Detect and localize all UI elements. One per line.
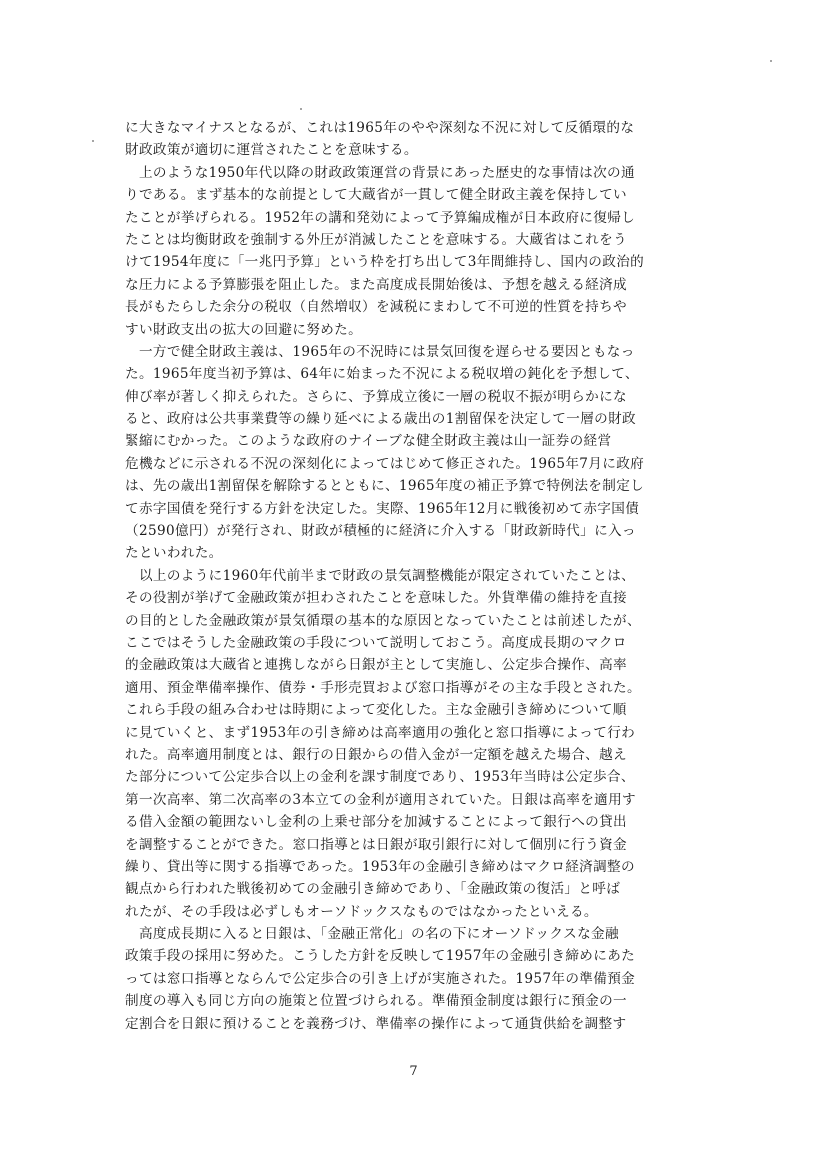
- text-line: 長がもたらした余分の税収（自然増収）を減税にまわして不可逆的性質を持ちや: [125, 299, 627, 316]
- scan-speck: [92, 140, 94, 142]
- text-line: これら手段の組み合わせは時期によって変化した。主な金融引き締めについて順: [125, 702, 627, 719]
- text-line: 上のような1950年代以降の財政政策運営の背景にあった歴史的な事情は次の通: [125, 164, 635, 181]
- text-line: 観点から行われた戦後初めての金融引き締めであり、「金融政策の復活」と呼ば: [125, 881, 621, 898]
- text-line: 危機などに示される不況の深刻化によってはじめて修正された。1965年7月に政府: [125, 455, 645, 472]
- text-line: 財政政策が適切に運営されたことを意味する。: [125, 142, 418, 159]
- text-line: た部分について公定歩合以上の金利を課す制度であり、1953年当時は公定歩合、: [125, 769, 635, 786]
- page-number: 7: [409, 1064, 418, 1079]
- text-line: 政策手段の採用に努めた。こうした方針を反映して1957年の金融引き締めにあた: [125, 948, 636, 965]
- text-line: 定割合を日銀に預けることを義務づけ、準備率の操作によって通貨供給を調整す: [125, 1015, 627, 1032]
- text-line: れたが、その手段は必ずしもオーソドックスなものではなかったといえる。: [125, 903, 598, 920]
- text-line: に大きなマイナスとなるが、これは1965年のやや深刻な不況に対して反循環的な: [125, 120, 635, 136]
- text-line: 以上のように1960年代前半まで財政の景気調整機能が限定されていたことは、: [125, 567, 636, 584]
- text-line: ると、政府は公共事業費等の繰り延べによる歳出の1割留保を決定して一層の財政: [125, 411, 636, 428]
- text-line: 伸び率が著しく抑えられた。さらに、予算成立後に一層の税収不振が明らかにな: [125, 388, 627, 405]
- text-line: その役割が挙げて金融政策が担わされたことを意味した。外貨準備の維持を直接: [125, 590, 627, 607]
- text-line: る借入金額の範囲ないし金利の上乗せ部分を加減することによって銀行への貸出: [125, 814, 627, 831]
- text-line: た。1965年度当初予算は、64年に始まった不況による税収増の鈍化を予想して、: [125, 366, 639, 383]
- text-line: 繰り、貸出等に関する指導であった。1953年の金融引き締めはマクロ経済調整の: [125, 858, 635, 875]
- text-line: 的金融政策は大蔵省と連携しながら日銀が主として実施し、公定歩合操作、高率: [125, 657, 627, 674]
- text-line: 一方で健全財政主義は、1965年の不況時には景気回復を遅らせる要因ともなっ: [125, 343, 635, 360]
- text-line: の目的とした金融政策が景気循環の基本的な原因となっていたことは前述したが、: [125, 612, 641, 629]
- text-line: 高度成長期に入ると日銀は、「金融正常化」の名の下にオーソドックスな金融: [125, 926, 619, 943]
- text-line: に見ていくと、まず1953年の引き締めは高率適用の強化と窓口指導によって行わ: [125, 724, 636, 741]
- text-line: 適用、預金準備率操作、債券・手形売買および窓口指導がその主な手段とされた。: [125, 679, 641, 696]
- scan-speck: [300, 108, 302, 110]
- text-line: （2590億円）が発行され、財政が積極的に経済に介入する「財政新時代」に入っ: [125, 523, 636, 540]
- text-line: たといわれた。: [125, 545, 223, 562]
- text-line: すい財政支出の拡大の回避に努めた。: [125, 321, 363, 338]
- text-line: を調整することができた。窓口指導とは日銀が取引銀行に対して個別に行う資金: [125, 836, 627, 853]
- text-line: は、先の歳出1割留保を解除するとともに、1965年度の補正予算で特例法を制定し: [125, 478, 645, 495]
- scan-speck: [770, 60, 772, 62]
- text-line: けて1954年度に「一兆円予算」という枠を打ち出して3年間維持し、国内の政治的: [125, 254, 645, 271]
- text-line: ここではそうした金融政策の手段について説明しておこう。高度成長期のマクロ: [125, 634, 627, 651]
- text-line: 第一次高率、第二次高率の3本立ての金利が適用されていた。日銀は高率を適用す: [125, 791, 636, 808]
- text-line: りである。まず基本的な前提として大蔵省が一貫して健全財政主義を保持してい: [125, 187, 627, 204]
- body-text: [125, 117, 713, 1035]
- text-line: れた。高率適用制度とは、銀行の日銀からの借入金が一定額を越えた場合、越え: [125, 746, 627, 763]
- text-line: たことは均衡財政を強制する外圧が消滅したことを意味する。大蔵省はこれをう: [125, 231, 627, 248]
- text-line: 緊縮にむかった。このような政府のナイーブな健全財政主義は山一証券の経営: [125, 433, 612, 450]
- text-line: っては窓口指導とならんで公定歩合の引き上げが実施された。1957年の準備預金: [125, 970, 636, 987]
- text-line: な圧力による予算膨張を阻止した。また高度成長開始後は、予想を越える経済成: [125, 276, 627, 293]
- text-line: 制度の導入も同じ方向の施策と位置づけられる。準備預金制度は銀行に預金の一: [125, 993, 627, 1010]
- text-line: て赤字国債を発行する方針を決定した。実際、1965年12月に戦後初めて赤字国債: [125, 500, 640, 517]
- text-line: たことが挙げられる。1952年の講和発効によって予算編成権が日本政府に復帰し: [125, 209, 636, 226]
